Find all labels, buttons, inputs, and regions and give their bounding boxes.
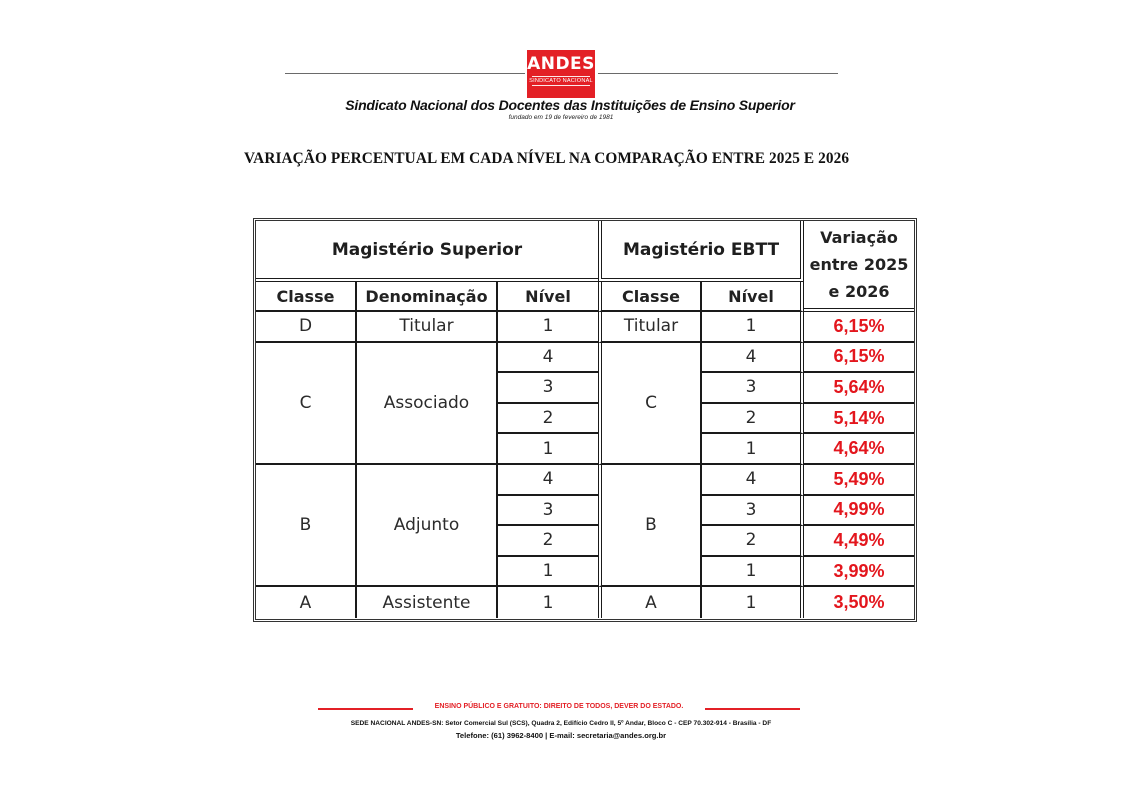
variation-header (804, 221, 914, 312)
ebtt-nivel-cell: 1 (702, 312, 804, 343)
variation-value: 6,15% (804, 343, 914, 374)
founded-date: fundado em 19 de fevereiro de 1981 (508, 114, 614, 121)
nivel-cell: 2 (498, 526, 598, 557)
group-header-superior: Magistério Superior (256, 221, 598, 282)
nivel-cell: 3 (498, 373, 598, 404)
document-title: VARIAÇÃO PERCENTUAL EM CADA NÍVEL NA COMPARAÇÃO ENTRE 2025 E 2026 (244, 150, 850, 167)
variation-value: 4,64% (804, 434, 914, 465)
denominacao-cell: Adjunto (357, 465, 498, 587)
footer-motto: ENSINO PÚBLICO E GRATUITO: DIREITO DE TODOS, DEVER DO ESTADO. (434, 703, 684, 710)
nivel-cell: 4 (498, 465, 598, 496)
variation-value: 5,49% (804, 465, 914, 496)
nivel-cell: 1 (498, 557, 598, 588)
ebtt-nivel-cell: 4 (702, 465, 804, 496)
classe-cell: D (256, 312, 357, 343)
col-header-sup-nivel: Nível (498, 282, 598, 312)
classe-cell: B (256, 465, 357, 587)
col-header-ebtt-nivel: Nível (702, 282, 804, 312)
andes-logo (527, 50, 595, 98)
nivel-cell: 3 (498, 496, 598, 527)
ebtt-nivel-cell: 2 (702, 404, 804, 435)
logo-sub-text: SINDICATO NACIONAL (529, 78, 593, 84)
nivel-cell: 1 (498, 434, 598, 465)
logo-rule-bottom (532, 85, 590, 86)
ebtt-classe-cell: B (598, 465, 702, 587)
logo-main-text: ANDES (527, 54, 595, 74)
ebtt-nivel-cell: 3 (702, 373, 804, 404)
ebtt-nivel-cell: 1 (702, 434, 804, 465)
footer-divider-right (705, 708, 800, 710)
classe-cell: C (256, 343, 357, 465)
variation-header-line3: e 2026 (828, 282, 890, 301)
col-header-sup-denominacao: Denominação (357, 282, 498, 312)
group-header-ebtt: Magistério EBTT (598, 221, 804, 282)
header-divider-right (598, 73, 838, 74)
variation-header-line2: entre 2025 (809, 255, 909, 274)
variation-value: 4,49% (804, 526, 914, 557)
ebtt-classe-cell: C (598, 343, 702, 465)
variation-header-line1: Variação (820, 228, 898, 247)
denominacao-cell: Associado (357, 343, 498, 465)
nivel-cell: 2 (498, 404, 598, 435)
variation-table (253, 218, 917, 622)
logo-rule (532, 76, 590, 77)
ebtt-nivel-cell: 1 (702, 557, 804, 588)
variation-value: 5,64% (804, 373, 914, 404)
variation-value: 6,15% (804, 312, 914, 343)
ebtt-nivel-cell: 4 (702, 343, 804, 374)
ebtt-nivel-cell: 2 (702, 526, 804, 557)
classe-cell: A (256, 587, 357, 618)
ebtt-classe-cell: Titular (598, 312, 702, 343)
footer-address: SEDE NACIONAL ANDES-SN: Setor Comercial Sul (SCS), Quadra 2, Edifício Cedro II, 5º Andar, Bloco C - CEP 70.302-914 - Brasília - DF (350, 720, 772, 727)
col-header-ebtt-classe: Classe (598, 282, 702, 312)
variation-value: 3,50% (833, 592, 885, 613)
nivel-cell: 1 (542, 592, 554, 613)
variation-value: 3,99% (804, 557, 914, 588)
footer-divider-left (318, 708, 413, 710)
variation-value: 4,99% (804, 496, 914, 527)
nivel-cell: 4 (498, 343, 598, 374)
nivel-cell: 1 (498, 312, 598, 343)
ebtt-nivel-cell: 3 (702, 496, 804, 527)
org-name: Sindicato Nacional dos Docentes das Instituições de Ensino Superior (345, 97, 795, 113)
denominacao-cell: Assistente (357, 587, 498, 618)
variation-value: 5,14% (804, 404, 914, 435)
denominacao-cell: Titular (357, 312, 498, 343)
ebtt-nivel-cell: 1 (702, 587, 804, 618)
header-divider-left (285, 73, 525, 74)
ebtt-classe-cell: A (598, 587, 702, 618)
col-header-sup-classe: Classe (256, 282, 357, 312)
footer-contact: Telefone: (61) 3962-8400 | E-mail: secretaria@andes.org.br (455, 731, 667, 740)
